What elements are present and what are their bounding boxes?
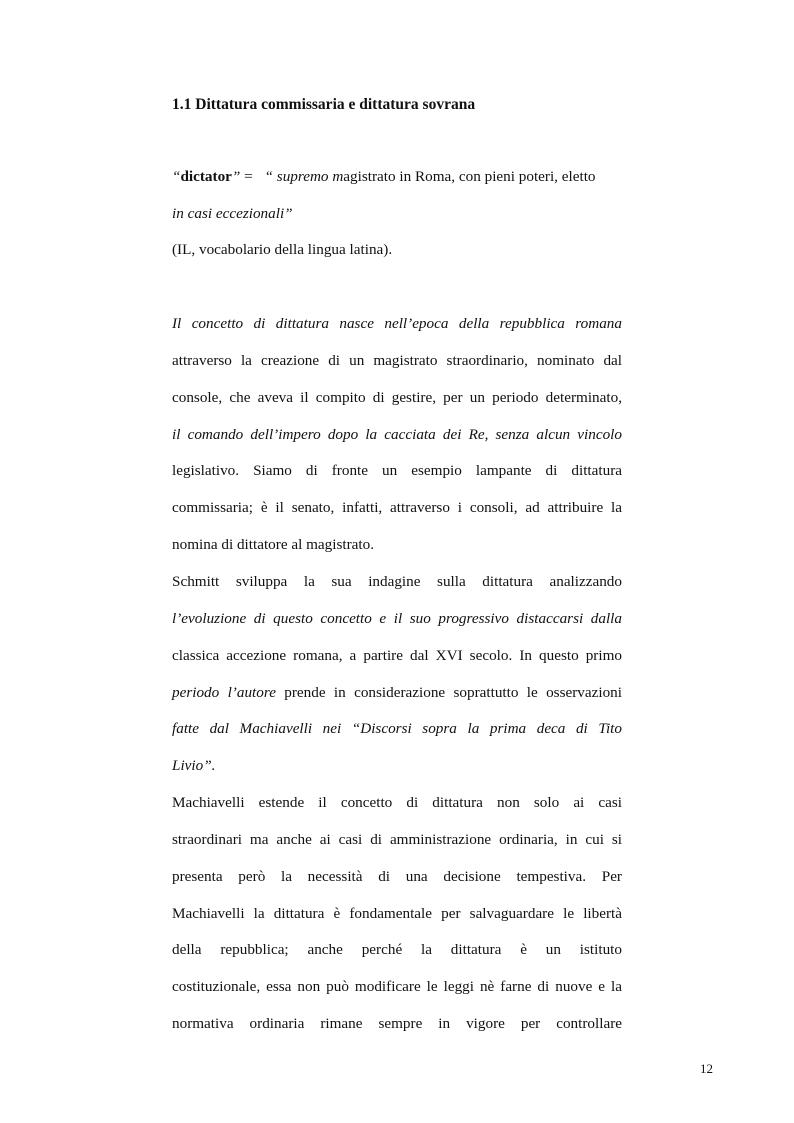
equals-sign: = xyxy=(240,168,257,185)
p2-line-2-text: l’evoluzione di questo concetto e il suo progressivo distaccarsi dalla xyxy=(172,610,622,627)
term-close-quote: ” xyxy=(231,168,241,185)
p1-line-7: nomina di dittatore al magistrato. xyxy=(172,536,375,553)
p3-line-6: costituzionale, essa non può modificare le leggi nè farne di nuove e la xyxy=(172,978,622,995)
p1-line-1-text: Il concetto di dittatura nasce nell’epoca della repubblica romana xyxy=(172,315,622,332)
p1-line-4 xyxy=(172,426,622,444)
p2-line-2 xyxy=(172,610,622,628)
p2-line-4-rest: prende in considerazione soprattutto le osservazioni xyxy=(275,684,622,701)
p3-line-5: della repubblica; anche perché la dittatura è un istituto xyxy=(172,941,622,958)
definition-line-2 xyxy=(172,205,622,223)
p2-line-1: Schmitt sviluppa la sua indagine sulla dittatura analizzando xyxy=(172,573,622,590)
p2-line-4-italic: periodo l’autore xyxy=(172,684,276,701)
section-heading: 1.1 Dittatura commissaria e dittatura sovrana xyxy=(172,96,476,113)
supremo-italic: supremo m xyxy=(276,168,344,185)
page-number: 12 xyxy=(700,1061,713,1076)
p2-line-6 xyxy=(172,757,622,775)
definition-line-1 xyxy=(172,168,622,186)
p1-line-2: attraverso la creazione di un magistrato straordinario, nominato dal xyxy=(172,352,622,369)
p3-line-1: Machiavelli estende il concetto di dittatura non solo ai casi xyxy=(172,794,622,811)
p2-line-5-text: fatte dal Machiavelli nei “Discorsi sopra la prima deca di Tito xyxy=(172,720,622,737)
p1-line-6: commissaria; è il senato, infatti, attraverso i consoli, ad attribuire la xyxy=(172,499,622,516)
term-dictator: dictator xyxy=(180,168,232,185)
p3-line-2: straordinari ma anche ai casi di amministrazione ordinaria, in cui si xyxy=(172,831,622,848)
p3-line-7: normativa ordinaria rimane sempre in vigore per controllare xyxy=(172,1015,622,1032)
p2-line-3: classica accezione romana, a partire dal XVI secolo. In questo primo xyxy=(172,647,622,664)
p2-line-6-text: Livio”. xyxy=(172,757,216,774)
definition-source: (IL, vocabolario della lingua latina). xyxy=(172,241,393,258)
p1-line-3: console, che aveva il compito di gestire, per un periodo determinato, xyxy=(172,389,622,406)
p3-line-3: presenta però la necessità di una decisione tempestiva. Per xyxy=(172,868,622,885)
definition-italic: in casi eccezionali” xyxy=(172,205,293,222)
p2-line-4 xyxy=(172,684,622,702)
p2-line-5 xyxy=(172,720,622,738)
p1-line-4-text: il comando dell’impero dopo la cacciata dei Re, senza alcun vincolo xyxy=(172,426,622,443)
term-open-quote: “ xyxy=(172,168,181,185)
quote-open: “ xyxy=(264,168,277,185)
definition-line-1-rest: agistrato in Roma, con pieni poteri, eletto xyxy=(343,168,596,185)
p3-line-4: Machiavelli la dittatura è fondamentale per salvaguardare le libertà xyxy=(172,905,622,922)
p1-line-5: legislativo. Siamo di fronte un esempio lampante di dittatura xyxy=(172,462,622,479)
p1-line-1 xyxy=(172,315,622,333)
